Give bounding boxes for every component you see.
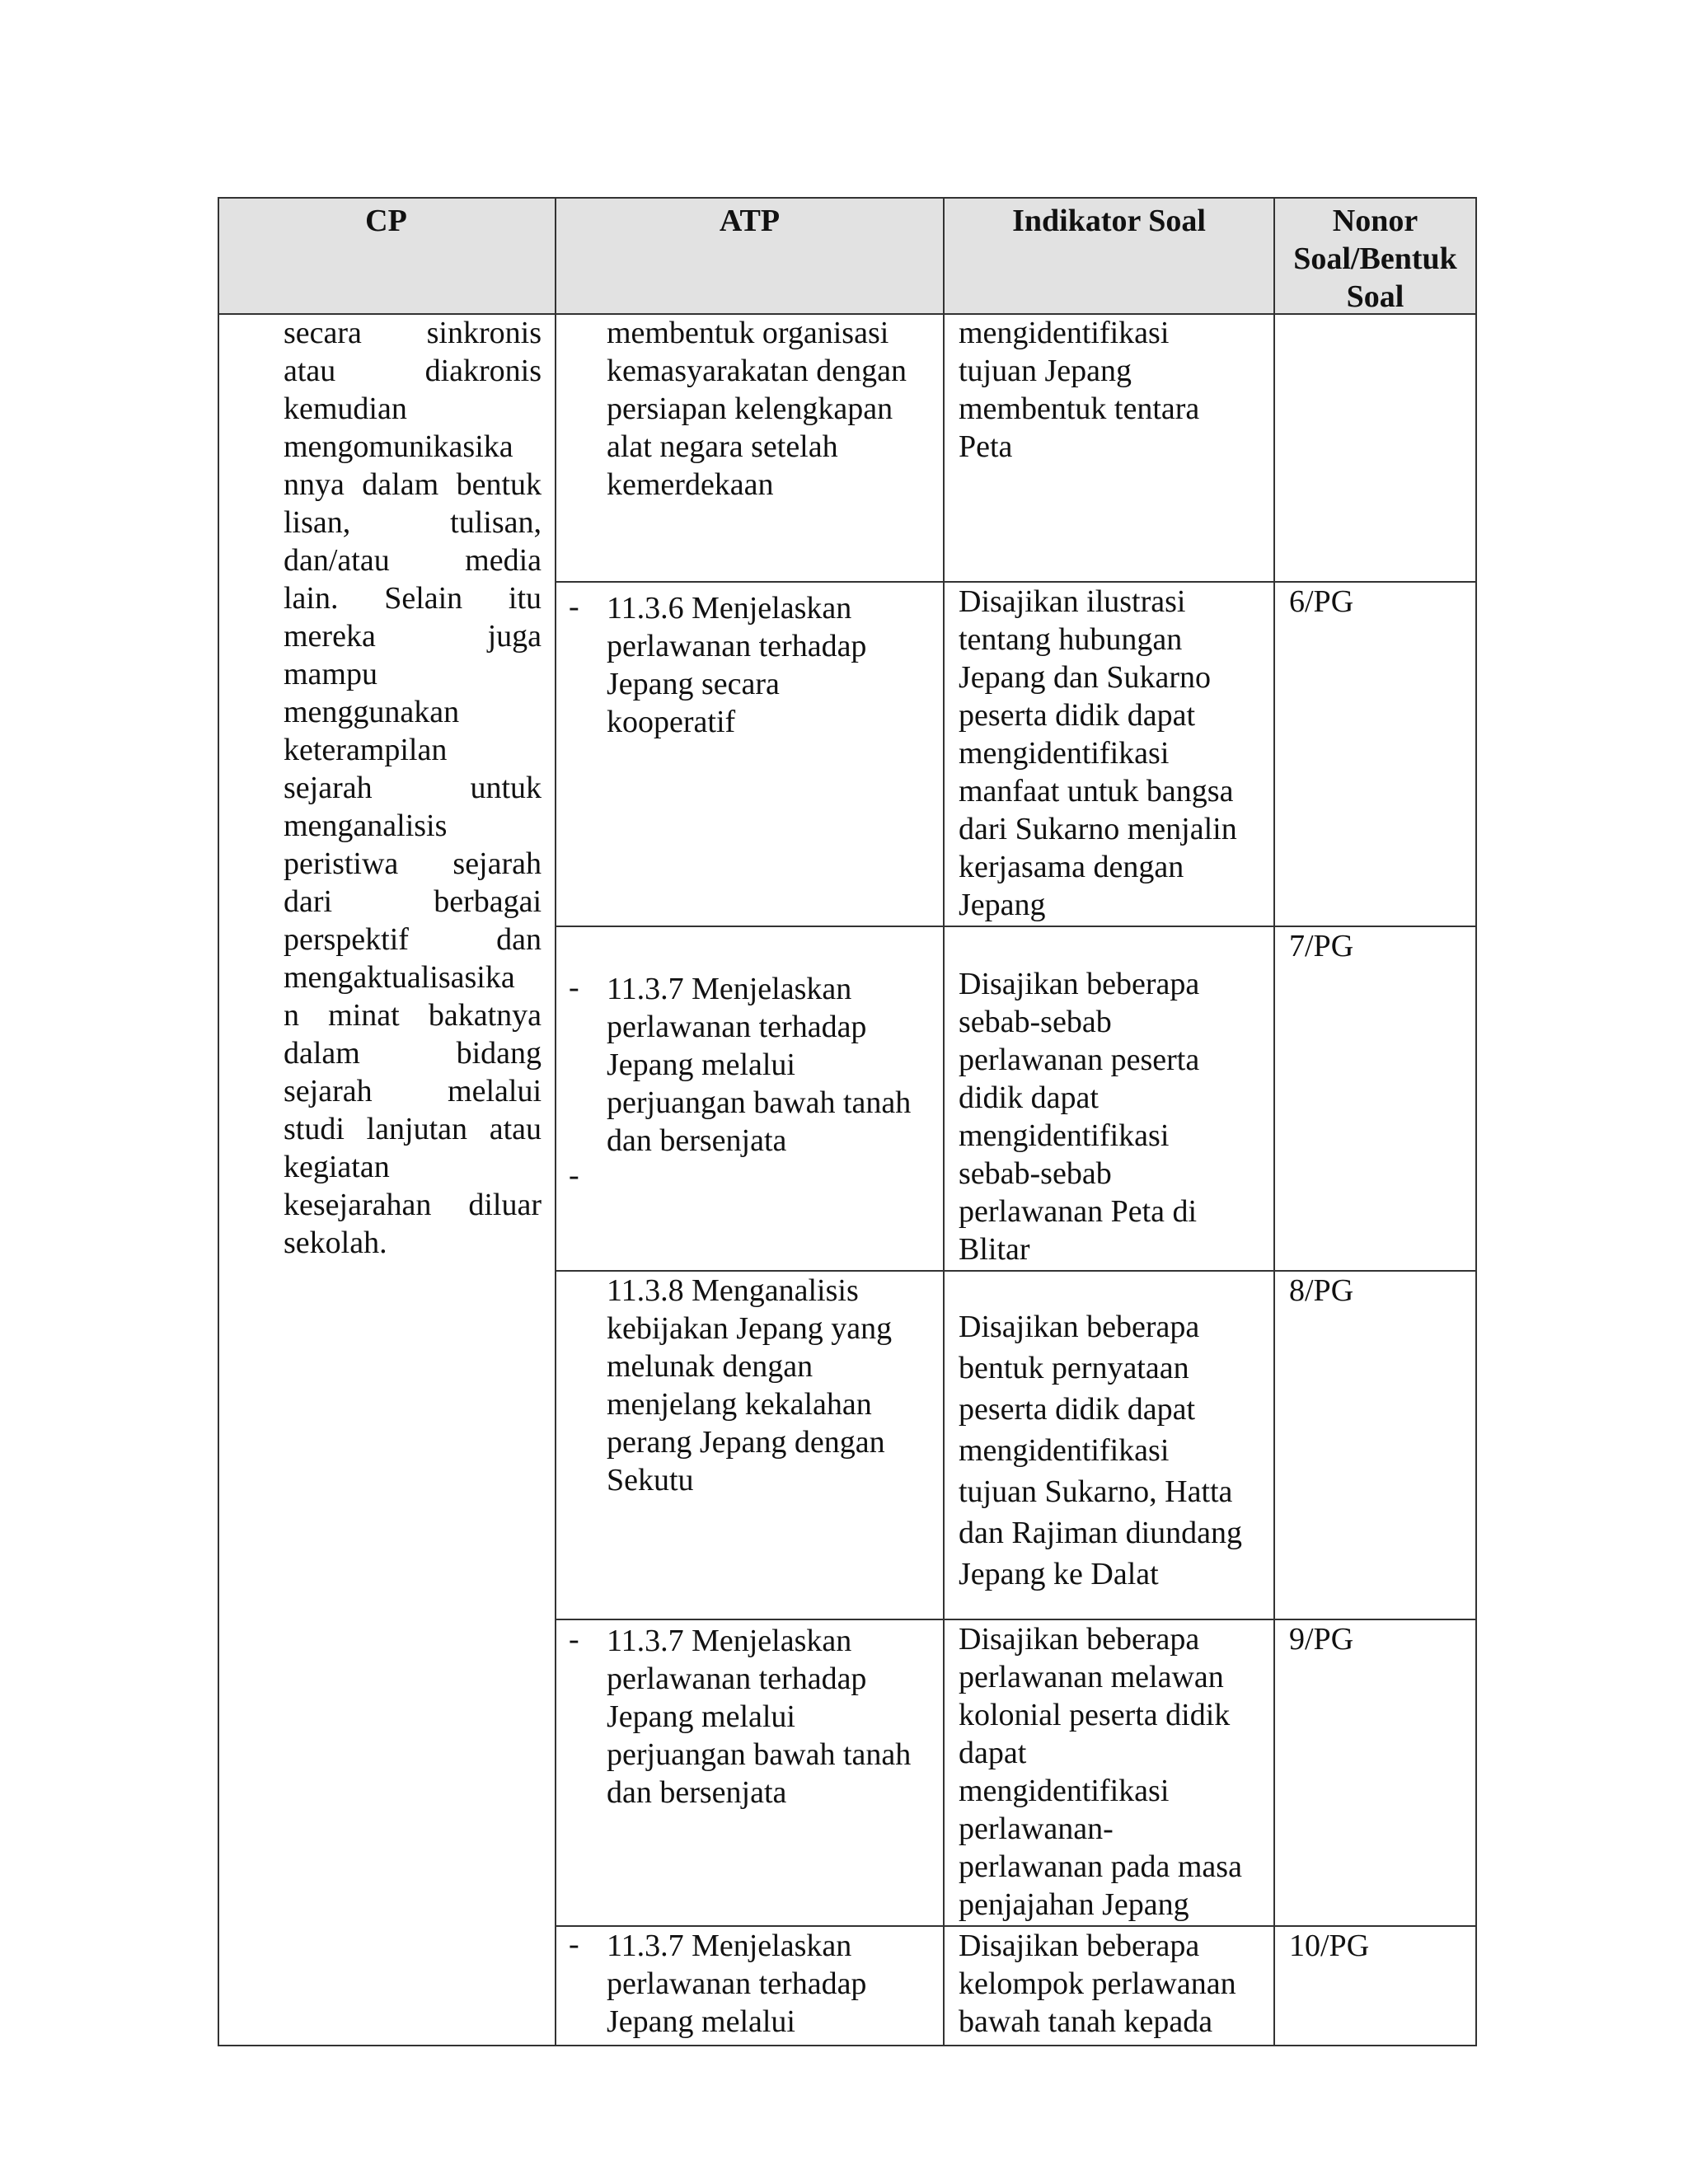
question-grid-table	[218, 197, 1477, 2046]
cp-line: dari berbagai	[284, 884, 542, 919]
row-2-atp: 11.3.6 Menjelaskan perlawanan terhadap Jepang secara kooperatif	[607, 591, 867, 739]
row-1-atp: membentuk organisasi kemasyarakatan dengan persiapan kelengkapan alat negara setelah kemerdekaan	[607, 316, 907, 502]
col-border-right	[1475, 197, 1477, 2046]
cp-line: dan/atau media	[284, 543, 542, 578]
cp-line: studi lanjutan atau	[284, 1112, 542, 1146]
cp-line: sejarah untuk	[284, 771, 542, 805]
row-3-atp-bullet: -	[569, 970, 579, 1005]
cp-line: lain. Selain itu	[284, 581, 542, 616]
row-6-atp-bullet: -	[569, 1927, 579, 1961]
row-5-indikator: Disajikan beberapa perlawanan melawan kolonial peserta didik dapat mengidentifikasi perlawanan- perlawanan pada masa penjajahan Jepang	[959, 1622, 1242, 1922]
col-border-left	[218, 197, 219, 2046]
cp-line: kesejarahan diluar	[284, 1188, 542, 1222]
row-5-atp: 11.3.7 Menjelaskan perlawanan terhadap Jepang melalui perjuangan bawah tanah dan bersenjata	[607, 1624, 912, 1810]
cp-line: nnya dalam bentuk	[284, 467, 542, 502]
row-6-indikator: Disajikan beberapa kelompok perlawanan bawah tanah kepada	[959, 1929, 1236, 2039]
row-3-nomor: 7/PG	[1289, 929, 1354, 963]
cp-line: sejarah melalui	[284, 1074, 542, 1108]
col-divider-cp-atp	[555, 197, 556, 2046]
col-divider-indikator-nomor	[1273, 197, 1275, 2046]
header-nomor-soal: Nonor Soal/Bentuk Soal	[1293, 204, 1457, 314]
row-2-indikator: Disajikan ilustrasi tentang hubungan Jepang dan Sukarno peserta didik dapat mengidentifikasi manfaat untuk bangsa dari Sukarno menjalin kerjasama dengan Jepang	[959, 584, 1237, 922]
cp-line: dalam bidang	[284, 1036, 542, 1071]
cp-line: atau diakronis	[284, 354, 542, 388]
header-atp: ATP	[719, 204, 781, 238]
cp-line: secara sinkronis	[284, 316, 542, 350]
row-5-atp-bullet: -	[569, 1622, 579, 1657]
row-4-atp: 11.3.8 Menganalisis kebijakan Jepang yang melunak dengan menjelang kekalahan perang Jepang dengan Sekutu	[607, 1273, 893, 1497]
col-divider-atp-indikator	[943, 197, 945, 2046]
cp-line: lisan, tulisan,	[284, 505, 542, 540]
cp-line: perspektif dan	[284, 922, 542, 957]
cp-line: menggunakan	[284, 695, 460, 729]
cp-line: sekolah.	[284, 1226, 387, 1260]
row-3-atp-bullet-2: -	[569, 1158, 579, 1193]
table-border-top	[218, 197, 1477, 199]
cp-line: mengaktualisasika	[284, 960, 515, 995]
cp-line: kegiatan	[284, 1150, 390, 1184]
row-4-indikator: Disajikan beberapa bentuk pernyataan peserta didik dapat mengidentifikasi tujuan Sukarno, Hatta dan Rajiman diundang Jepang ke Dalat	[959, 1310, 1243, 1591]
cp-line: kemudian	[284, 391, 407, 426]
header-indikator-soal: Indikator Soal	[1012, 204, 1206, 238]
row-2-nomor: 6/PG	[1289, 584, 1354, 619]
cp-line: mampu	[284, 657, 377, 691]
row-3-indikator: Disajikan beberapa sebab-sebab perlawanan peserta didik dapat mengidentifikasi sebab-sebab perlawanan Peta di Blitar	[959, 967, 1200, 1267]
cp-description	[284, 314, 542, 1262]
row-4-nomor: 8/PG	[1289, 1273, 1354, 1308]
row-5-nomor: 9/PG	[1289, 1622, 1354, 1657]
header-cp: CP	[365, 204, 407, 238]
row-6-atp: 11.3.7 Menjelaskan perlawanan terhadap Jepang melalui	[607, 1929, 867, 2039]
cp-line: mengomunikasika	[284, 429, 513, 464]
row-6-nomor: 10/PG	[1289, 1929, 1370, 1963]
cp-line: menganalisis	[284, 808, 448, 843]
cp-line: keterampilan	[284, 733, 448, 767]
row-3-atp: 11.3.7 Menjelaskan perlawanan terhadap Jepang melalui perjuangan bawah tanah dan bersenjata	[607, 972, 912, 1158]
row-1-indikator: mengidentifikasi tujuan Jepang membentuk tentara Peta	[959, 316, 1200, 464]
cp-line: peristiwa sejarah	[284, 846, 542, 881]
cp-line: mereka juga	[284, 619, 542, 654]
cp-line: n minat bakatnya	[284, 998, 542, 1033]
row-2-atp-bullet: -	[569, 589, 579, 624]
table-border-bottom	[218, 2045, 1477, 2046]
